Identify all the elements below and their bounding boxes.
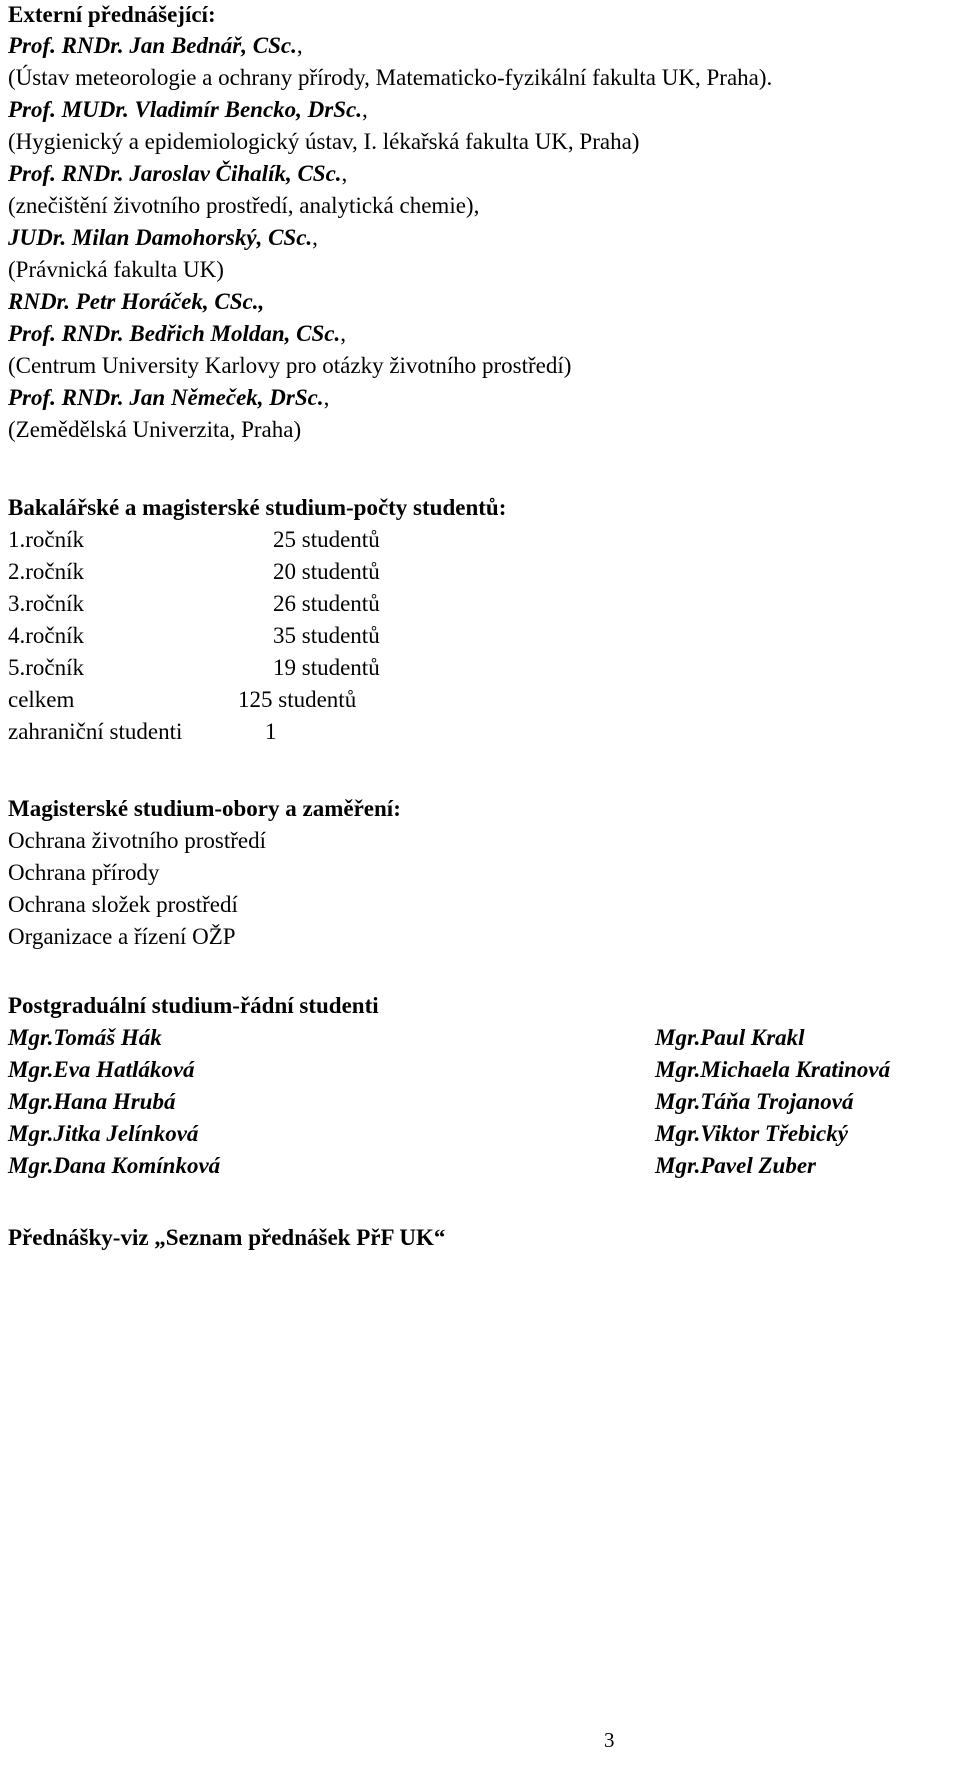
lecturer-name: Prof. MUDr. Vladimír Bencko, DrSc., — [8, 97, 368, 122]
postgrad-student: Mgr.Jitka Jelínková — [8, 1121, 199, 1146]
master-study-item: Ochrana přírody — [8, 860, 160, 885]
lecturer-name: Prof. RNDr. Bedřich Moldan, CSc., — [8, 321, 347, 346]
postgrad-student: Mgr.Táňa Trojanová — [655, 1089, 854, 1114]
master-study-item: Ochrana životního prostředí — [8, 828, 267, 853]
foreign-students: zahraniční studenti 1 — [8, 719, 277, 744]
student-count-total: celkem 125 studentů — [8, 687, 357, 712]
postgrad-heading: Postgraduální studium-řádní studenti — [8, 993, 379, 1018]
student-counts-heading: Bakalářské a magisterské studium-počty studentů: — [8, 495, 507, 520]
page-number: 3 — [604, 1728, 615, 1752]
lecturer-affiliation: (Centrum University Karlovy pro otázky životního prostředí) — [8, 353, 572, 378]
student-count-row: 4.ročník 35 studentů — [8, 623, 380, 648]
postgrad-student: Mgr.Tomáš Hák — [8, 1025, 162, 1050]
lecturer-affiliation: (Zemědělská Univerzita, Praha) — [8, 417, 302, 442]
lecturer-affiliation: (Hygienický a epidemiologický ústav, I. lékařská fakulta UK, Praha) — [8, 129, 640, 154]
master-study-heading: Magisterské studium-obory a zaměření: — [8, 796, 401, 821]
postgrad-student: Mgr.Paul Krakl — [655, 1025, 805, 1050]
student-count-row: 5.ročník 19 studentů — [8, 655, 380, 680]
postgrad-student: Mgr.Eva Hatláková — [8, 1057, 195, 1082]
postgrad-student: Mgr.Hana Hrubá — [8, 1089, 176, 1114]
lecturer-name: JUDr. Milan Damohorský, CSc., — [8, 225, 318, 250]
lecturer-name: Prof. RNDr. Jan Němeček, DrSc., — [8, 385, 330, 410]
external-lecturers-heading: Externí přednášející: — [8, 2, 216, 27]
lecturer-name: RNDr. Petr Horáček, CSc., — [8, 289, 265, 314]
lecturer-name: Prof. RNDr. Jan Bednář, CSc., — [8, 33, 303, 58]
student-count-row: 3.ročník 26 studentů — [8, 591, 380, 616]
lectures-reference: Přednášky-viz „Seznam přednášek PřF UK“ — [8, 1225, 446, 1250]
postgrad-student: Mgr.Michaela Kratinová — [655, 1057, 891, 1082]
lecturer-affiliation: (Ústav meteorologie a ochrany přírody, Matematicko-fyzikální fakulta UK, Praha). — [8, 65, 773, 90]
lecturer-affiliation: (znečištění životního prostředí, analytická chemie), — [8, 193, 480, 218]
postgrad-student: Mgr.Viktor Třebický — [655, 1121, 848, 1146]
student-count-row: 2.ročník 20 studentů — [8, 559, 380, 584]
lecturer-name: Prof. RNDr. Jaroslav Čihalík, CSc., — [8, 161, 348, 186]
postgrad-student: Mgr.Dana Komínková — [8, 1153, 221, 1178]
postgrad-student: Mgr.Pavel Zuber — [655, 1153, 816, 1178]
master-study-item: Ochrana složek prostředí — [8, 892, 238, 917]
lecturer-affiliation: (Právnická fakulta UK) — [8, 257, 224, 282]
master-study-item: Organizace a řízení OŽP — [8, 924, 236, 949]
student-count-row: 1.ročník 25 studentů — [8, 527, 380, 552]
